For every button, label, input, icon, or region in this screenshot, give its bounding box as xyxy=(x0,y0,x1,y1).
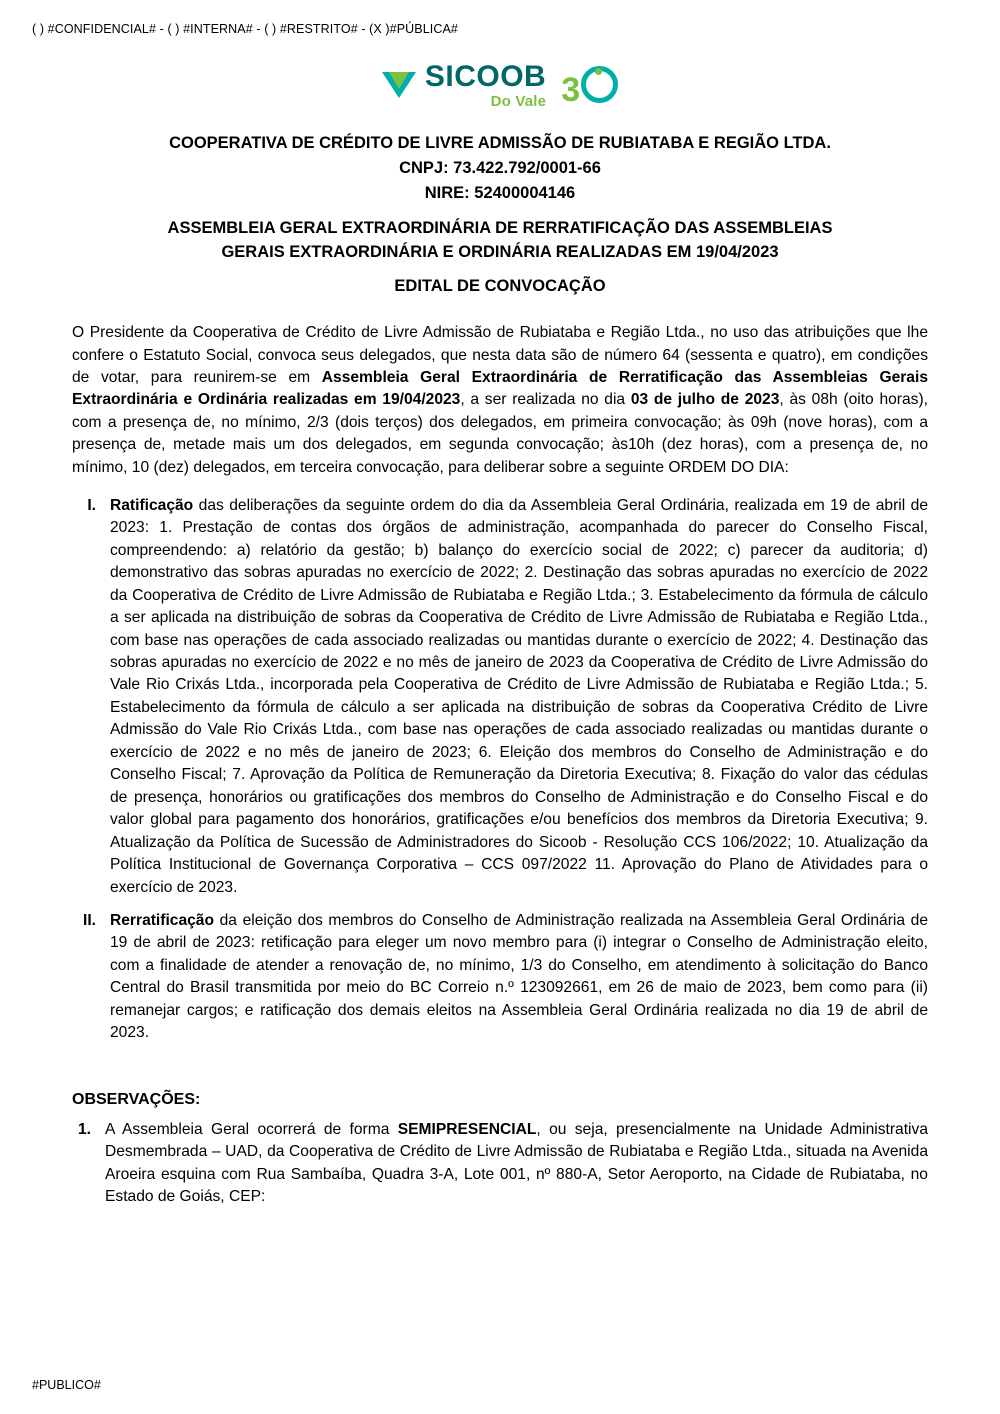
anniversary-number: 3 xyxy=(561,71,581,109)
cnpj-line: CNPJ: 73.422.792/0001-66 xyxy=(399,158,601,177)
agenda-list xyxy=(72,495,928,1045)
classification-bar: ( ) #CONFIDENCIAL# - ( ) #INTERNA# - ( ) #RESTRITO# - (X )#PÚBLICA# xyxy=(32,22,458,36)
intro-part-2: , a ser realizada no dia xyxy=(460,391,631,409)
agenda-item-text: das deliberações da seguinte ordem do dia da Assembleia Geral Ordinária, realizada em 19 de abril de 2023: 1. Prestação de contas dos órgãos de administração, acompanhada do parecer do Conselho Fiscal, compreendendo: a) relatório da gestão; b) balanço do exercício social de 2022; c) parecer da auditoria; d) demonstrativo das sobras apuradas no exercício de 2022; 2. Destinação das sobras apuradas no exercício de 2022 da Cooperativa de Crédito de Livre Admissão de Rubiataba e Região Ltda.; 3. Estabelecimento da fórmula de cálculo a ser aplicada na distribuição de sobras da Cooperativa de Crédito de Livre Admissão de Rubiataba e Região Ltda., com base nas operações de cada associado realizadas ou mantidas durante o exercício de 2022; 4. Destinação das sobras apuradas no exercício de 2022 e no mês de janeiro de 2023 da Cooperativa de Crédito de Livre Admissão do Vale Rio Crixás Ltda., incorporada pela Cooperativa de Crédito de Livre Admissão de Rubiataba e Região Ltda.; 5. Estabelecimento da fórmula de cálculo a ser aplicada na distribuição de sobras da Cooperativa Crédito de Livre Admissão do Vale Rio Crixás Ltda., com base nas operações de cada associado realizadas ou mantidas durante o exercício de 2022 e no mês de janeiro de 2023; 6. Eleição dos membros do Conselho de Administração e do Conselho Fiscal; 7. Aprovação da Política de Remuneração da Diretoria Executiva; 8. Fixação do valor das cédulas de presença, honorários ou gratificações dos membros do Conselho de Administração e do Conselho Fiscal e do valor global para pagamento dos honorários, gratificações e/ou benefícios dos membros da Diretoria Executiva; 9. Atualização da Política de Sucessão de Administradores do Sicoob - Resolução CCS 106/2022; 10. Atualização da Política Institucional de Governança Corporativa – CCS 097/2022 11. Aprovação do Plano de Atividades para o exercício de 2023. xyxy=(110,496,928,896)
assembly-title-line-2: GERAIS EXTRAORDINÁRIA E ORDINÁRIA REALIZADAS EM 19/04/2023 xyxy=(221,243,779,262)
intro-bold-2: 03 de julho de 2023 xyxy=(630,391,780,409)
agenda-item-lead: Rerratificação xyxy=(110,912,215,930)
agenda-item-body xyxy=(110,495,928,899)
list-item xyxy=(72,495,928,899)
logo-text xyxy=(425,62,546,109)
intro-bold-1: Assembleia Geral Extraordinária de Rerratificação das Assembleias Gerais Extraordinária e Ordinária realizadas em 19/04/2023 xyxy=(72,369,928,409)
logo-block xyxy=(72,62,928,109)
intro-part-1: O Presidente da Cooperativa de Crédito de Livre Admissão de Rubiataba e Região Ltda., no uso das atribuições que lhe confere o Estatuto Social, convoca seus delegados, que nesta data são de número 64 (sessenta e quatro), em condições de votar, para reunirem-se em xyxy=(72,324,928,386)
agenda-item-lead: Ratificação xyxy=(110,496,194,514)
assembly-title-line-1: ASSEMBLEIA GERAL EXTRAORDINÁRIA DE RERRATIFICAÇÃO DAS ASSEMBLEIAS xyxy=(167,219,833,238)
observation-bold-1: SEMIPRESENCIAL xyxy=(397,1120,537,1138)
list-item xyxy=(72,1119,928,1209)
intro-part-3: , às 08h (oito horas), com a presença de, no mínimo, 2/3 (dois terços) dos delegados, em primeira convocação; às 09h (nove horas), com a presença de, metade mais um dos delegados, em segunda convocação; às10h (dez horas), com a presença de, no mínimo, 10 (dez) delegados, em terceira convocação, para deliberar sobre a seguinte ORDEM DO DIA: xyxy=(72,391,928,476)
anniversary-icon xyxy=(561,64,618,107)
agenda-item-marker: II. xyxy=(83,912,96,930)
observation-part-2: , ou seja, presencialmente na Unidade Administrativa Desmembrada – UAD, da Cooperativa de Crédito de Livre Admissão de Rubiataba e Região Ltda., situada na Avenida Aroeira esquina com Rua Sambaíba, Quadra 3-A, Lote 001, nº 880-A, Setor Aeroporto, na Cidade de Rubiataba, no Estado de Goiás, CEP: xyxy=(105,1120,928,1206)
agenda-item-marker: I. xyxy=(87,496,96,514)
agenda-item-body xyxy=(110,910,928,1045)
observations-heading: OBSERVAÇÕES: xyxy=(72,1090,201,1108)
sicoob-triangle-icon xyxy=(382,69,416,103)
observation-marker: 1. xyxy=(78,1120,92,1138)
intro-paragraph xyxy=(72,322,928,479)
nire-line: NIRE: 52400004146 xyxy=(424,183,576,202)
logo-subbrand: Do Vale xyxy=(490,93,547,110)
observation-part-1: A Assembleia Geral ocorrerá de forma xyxy=(105,1120,398,1138)
page-footer: #PUBLICO# xyxy=(32,1378,101,1392)
document-title: EDITAL DE CONVOCAÇÃO xyxy=(394,277,606,296)
entity-name: COOPERATIVA DE CRÉDITO DE LIVRE ADMISSÃO DE RUBIATABA E REGIÃO LTDA. xyxy=(169,134,831,152)
assembly-title xyxy=(72,217,928,265)
list-item xyxy=(72,910,928,1045)
anniversary-ring-icon xyxy=(581,66,618,103)
logo-brand: SICOOB xyxy=(424,60,547,93)
observations-list xyxy=(72,1119,928,1209)
sicoob-logo xyxy=(382,62,618,109)
document-header xyxy=(72,131,928,296)
observation-body xyxy=(105,1119,928,1209)
agenda-item-text: da eleição dos membros do Conselho de Administração realizada na Assembleia Geral Ordinária de 19 de abril de 2023: retificação para eleger um novo membro para (i) integrar o Conselho de Administração eleito, com a finalidade de atender a renovação de, no mínimo, 1/3 do Conselho, em atendimento à solicitação do Banco Central do Brasil transmitida por meio do BC Correio n.º 123092661, em 26 de maio de 2023, bem como para (ii) remanejar cargos; e ratificação dos demais eleitos na Assembleia Geral Ordinária realizada no dia 19 de abril de 2023. xyxy=(110,912,928,1042)
